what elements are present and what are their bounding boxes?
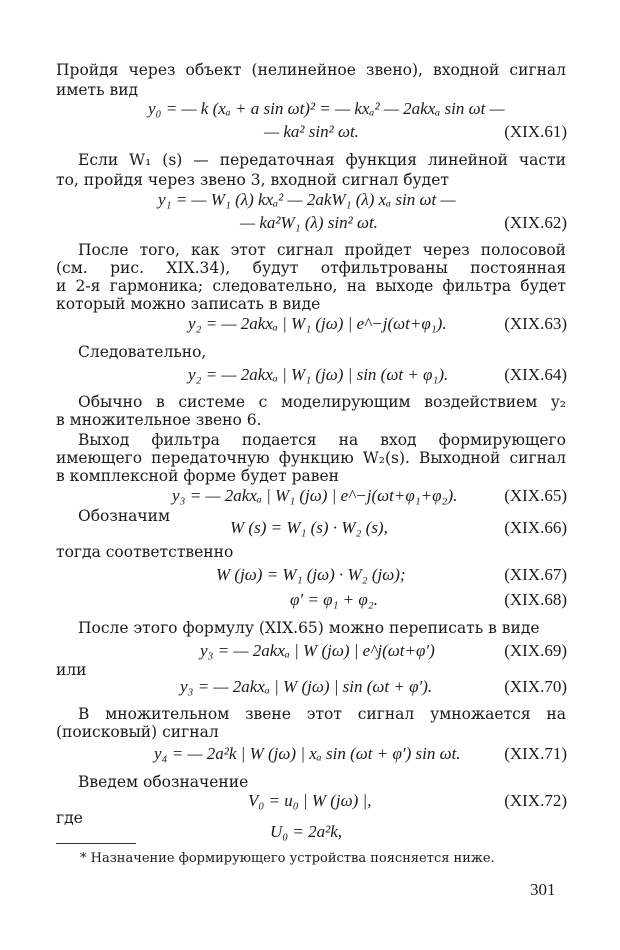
equation-number: (XIX.71) <box>504 744 567 763</box>
equation-number: (XIX.67) <box>504 565 567 584</box>
equation-70: y₃ = — 2akxₐ | W (jω) | sin (ωt + φ′). <box>180 677 433 696</box>
paragraph-line: Обычно в системе с моделирующим воздействием y₂ <box>78 393 566 411</box>
paragraph-line: (поисковый) сигнал <box>56 723 219 741</box>
equation-62-line2: — ka²W₁ (λ) sin² ωt. <box>240 213 378 232</box>
paragraph-line: (см. рис. XIX.34), будут отфильтрованы постоянная <box>56 259 566 277</box>
equation-number: (XIX.72) <box>504 791 567 810</box>
page-number: 301 <box>530 880 556 899</box>
equation-61-line1: y₀ = — k (xₐ + a sin ωt)² = — kxₐ² — 2akxₐ sin ωt — <box>148 99 505 118</box>
equation-64: y₂ = — 2akxₐ | W₁ (jω) | sin (ωt + φ₁). <box>188 365 449 384</box>
equation-67: W (jω) = W₁ (jω) · W₂ (jω); <box>216 565 406 584</box>
paragraph-line: Выход фильтра подается на вход формирующего <box>78 431 566 449</box>
paragraph-line: который можно записать в виде <box>56 295 321 313</box>
equation-61-line2: — ka² sin² ωt. <box>264 122 359 141</box>
equation-65: y₃ = — 2akxₐ | W₁ (jω) | e^−j(ωt+φ₁+φ₂). <box>172 486 458 505</box>
equation-number: (XIX.63) <box>504 314 567 333</box>
paragraph-line: После этого формулу (XIX.65) можно переписать в виде <box>78 619 540 637</box>
footnote-separator <box>56 843 136 844</box>
equation-number: (XIX.61) <box>504 122 567 141</box>
equation-number: (XIX.64) <box>504 365 567 384</box>
paragraph-line: и 2-я гармоника; следовательно, на выходе фильтра будет <box>56 277 566 295</box>
equation-63: y₂ = — 2akxₐ | W₁ (jω) | e^−j(ωt+φ₁). <box>188 314 447 333</box>
paragraph-line: имеющего передаточную функцию W₂(s). Выходной сигнал <box>56 449 566 467</box>
paragraph-line: В множительном звене этот сигнал умножается на <box>78 705 566 723</box>
paragraph-line: иметь вид <box>56 81 139 99</box>
footnote: * Назначение формирующего устройства поясняется ниже. <box>80 851 495 866</box>
paragraph-line: где <box>56 809 83 827</box>
paragraph-line: то, пройдя через звено 3, входной сигнал будет <box>56 171 449 189</box>
paragraph-line: тогда соответственно <box>56 543 234 561</box>
equation-number: (XIX.66) <box>504 518 567 537</box>
equation-68: φ′ = φ₁ + φ₂. <box>290 590 378 609</box>
paragraph-line: в множительное звено 6. <box>56 411 262 429</box>
equation-number: (XIX.69) <box>504 641 567 660</box>
paragraph-line: После того, как этот сигнал пройдет через полосовой <box>78 241 566 259</box>
paragraph-line: Если W₁ (s) — передаточная функция линейной части <box>78 151 566 169</box>
paragraph-line: в комплексной форме будет равен <box>56 467 339 485</box>
paragraph-line: Обозначим <box>78 507 171 525</box>
paragraph-line: Введем обозначение <box>78 773 249 791</box>
equation-69: y₃ = — 2akxₐ | W (jω) | e^j(ωt+φ′) <box>200 641 435 660</box>
equation-number: (XIX.70) <box>504 677 567 696</box>
equation-71: y₄ = — 2a²k | W (jω) | xₐ sin (ωt + φ′) sin ωt. <box>154 744 461 763</box>
equation-66: W (s) = W₁ (s) · W₂ (s), <box>230 518 388 537</box>
equation-62-line1: y₁ = — W₁ (λ) kxₐ² — 2akW₁ (λ) xₐ sin ωt — <box>158 190 456 209</box>
equation-72: V₀ = u₀ | W (jω) |, <box>248 791 372 810</box>
equation-number: (XIX.65) <box>504 486 567 505</box>
equation-72-definition: U₀ = 2a²k, <box>270 822 343 841</box>
paragraph-line: или <box>56 661 87 679</box>
paragraph-line: Пройдя через объект (нелинейное звено), входной сигнал <box>56 61 566 79</box>
equation-number: (XIX.62) <box>504 213 567 232</box>
paragraph-line: Следовательно, <box>78 343 207 361</box>
equation-number: (XIX.68) <box>504 590 567 609</box>
